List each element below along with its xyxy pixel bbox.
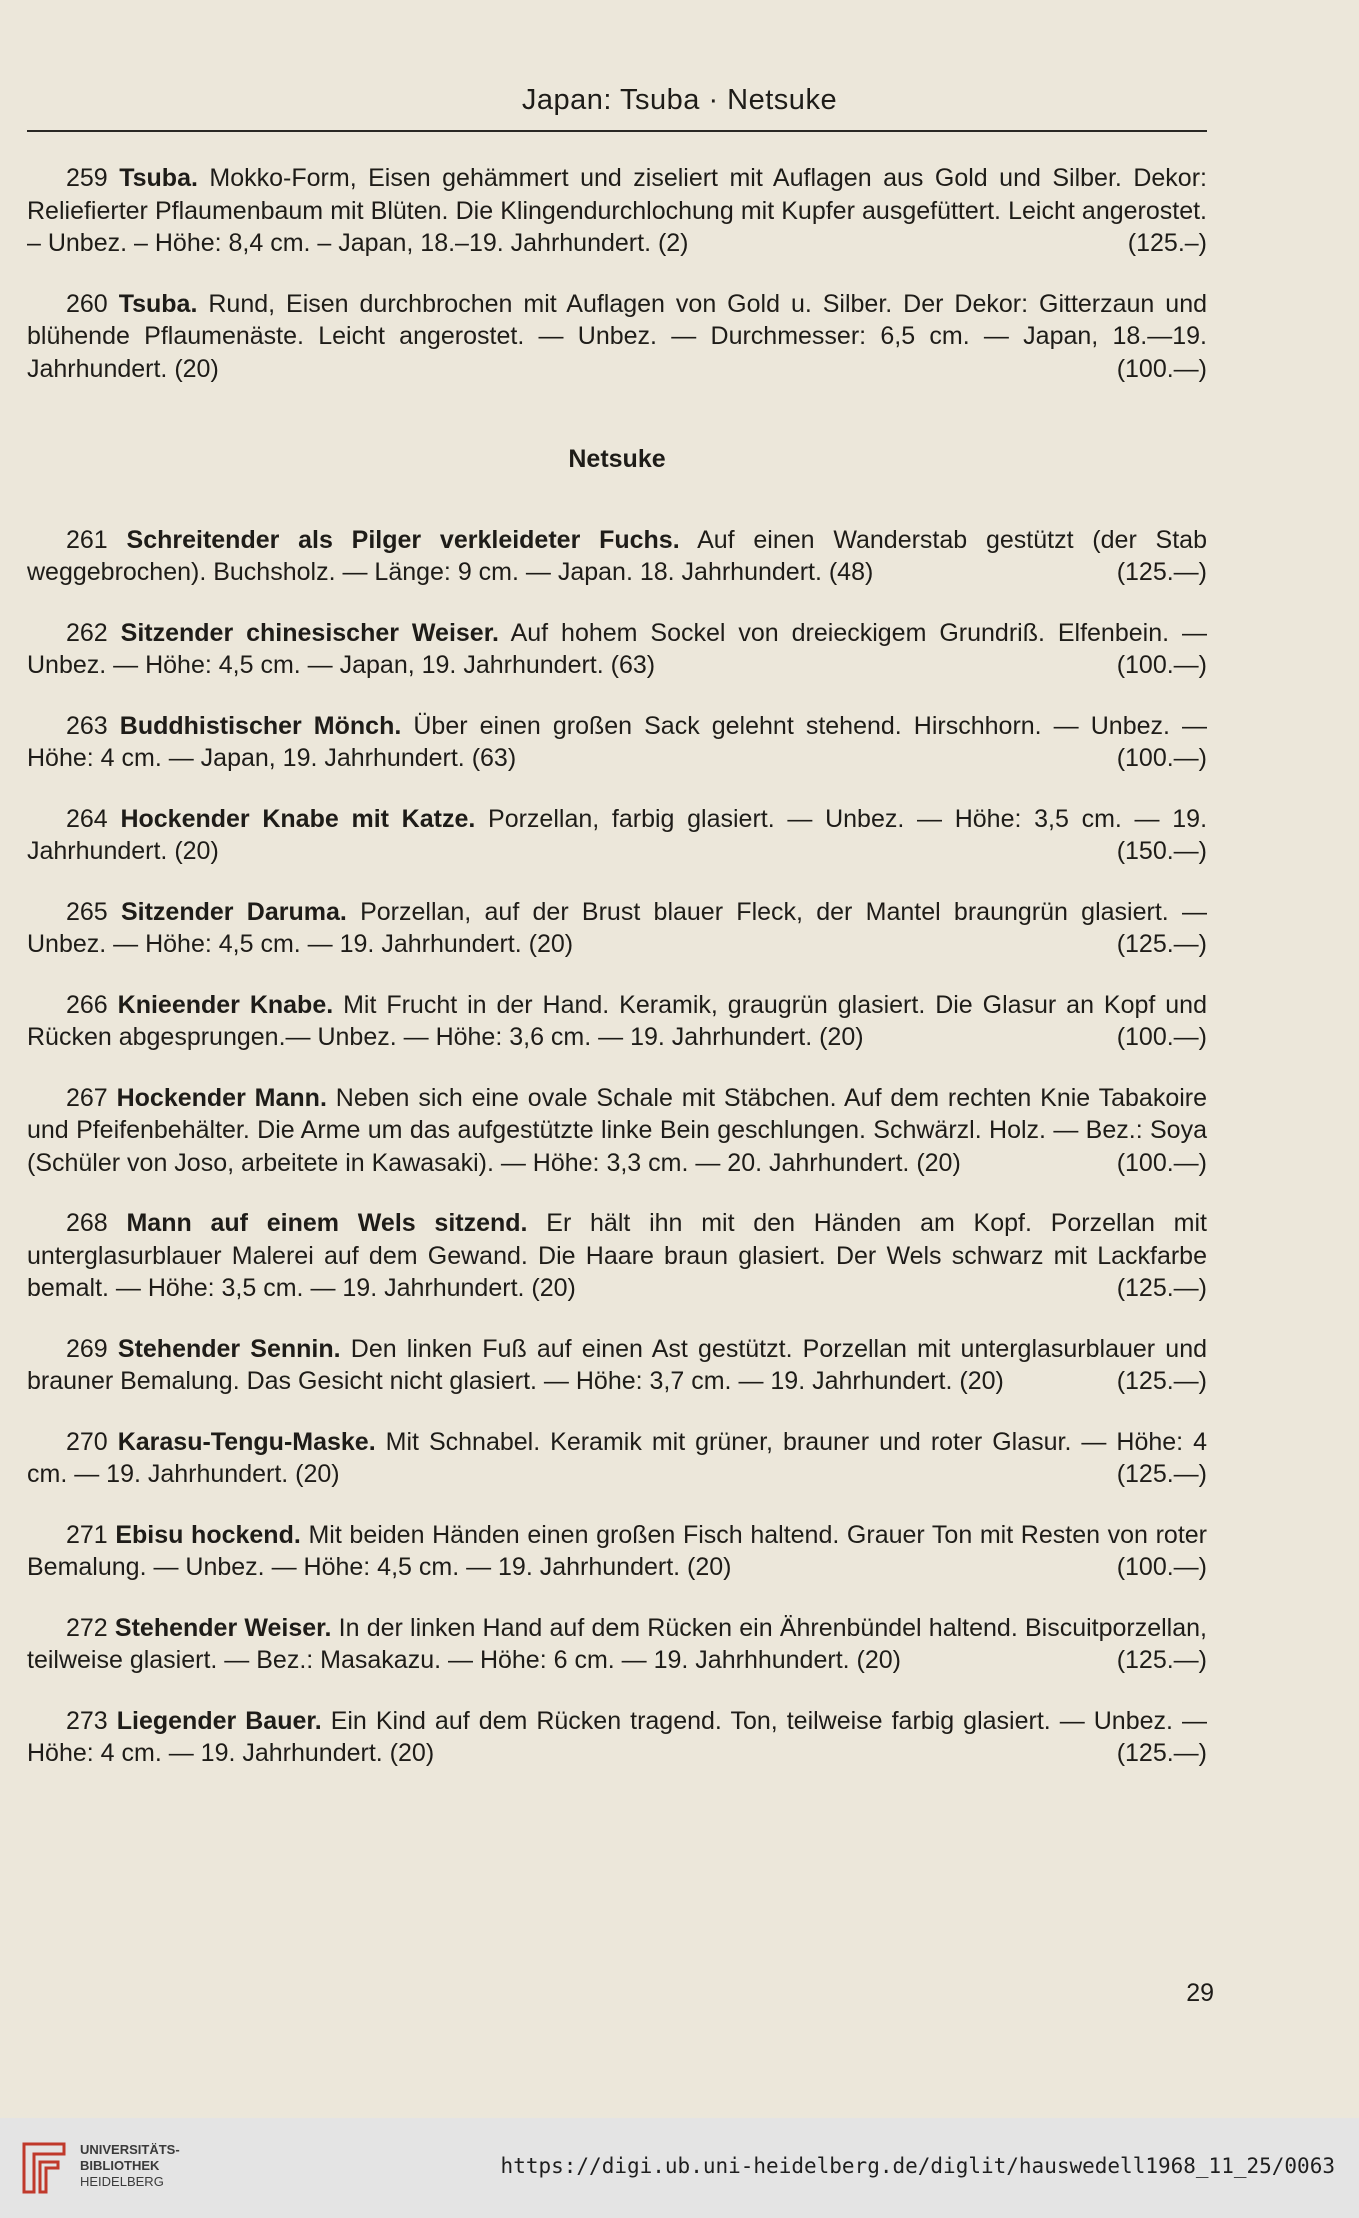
catalog-entry <box>27 1519 1207 1584</box>
catalog-entry <box>27 1333 1207 1398</box>
lot-title: Buddhistischer Mönch. <box>119 711 402 740</box>
header-rule <box>27 130 1207 132</box>
lot-price: (125.—) <box>1116 558 1207 586</box>
entry-text <box>27 1084 1207 1177</box>
catalog-entry <box>27 803 1207 868</box>
lot-price: (100.—) <box>1116 651 1207 679</box>
lot-price: (125.—) <box>1116 1646 1207 1674</box>
catalog-entry <box>27 1207 1207 1305</box>
entry-text <box>27 805 1207 866</box>
lot-title: Stehender Weiser. <box>114 1613 332 1642</box>
lot-price: (100.—) <box>1116 354 1207 383</box>
lot-number: 272 <box>66 1613 108 1642</box>
lot-description: Auf einen Wanderstab gestützt (der Stab weggebrochen). Buchsholz. — Länge: 9 cm. — Japan. 18. Jahrhundert. (48) <box>27 525 1207 586</box>
source-url[interactable]: https://digi.ub.uni-heidelberg.de/diglit/hauswedell1968_11_25/0063 <box>500 2154 1335 2178</box>
lot-number: 260 <box>66 289 108 318</box>
lot-title: Schreitender als Pilger verkleideter Fuchs. <box>126 525 680 554</box>
running-header: Japan: Tsuba · Netsuke <box>521 84 838 116</box>
lot-description: Er hält ihn mit den Händen am Kopf. Porzellan mit unterglasurblauer Malerei auf dem Gewand. Die Haare braun glasiert. Der Wels schwarz mit Lackfarbe bemalt. — Höhe: 3,5 cm. — 19. Jahrhundert. (20) <box>27 1209 1207 1302</box>
lot-description: Auf hohem Sockel von dreieckigem Grundriß. Elfenbein. — Unbez. — Höhe: 4,5 cm. — Japan, 19. Jahrhundert. (63) <box>27 618 1207 679</box>
lot-description: Rund, Eisen durchbrochen mit Auflagen von Gold u. Silber. Der Dekor: Gitterzaun und blühende Pflaumenäste. Leicht angerostet. — Unbez. — Durchmesser: 6,5 cm. — Japan, 18.—19. Jahrhundert. (20) <box>27 289 1208 383</box>
catalog-entry <box>27 524 1207 589</box>
lot-number: 273 <box>66 1706 108 1735</box>
lot-description: In der linken Hand auf dem Rücken ein Ährenbündel haltend. Biscuitporzellan, teilweise glasiert. — Bez.: Masakazu. — Höhe: 6 cm. — 19. Jahrhhundert. (20) <box>27 1613 1207 1674</box>
footer-bar <box>0 2118 1359 2218</box>
entry-text <box>27 1521 1207 1582</box>
lot-description: Über einen großen Sack gelehnt stehend. Hirschhorn. — Unbez. — Höhe: 4 cm. — Japan, 19. Jahrhundert. (63) <box>27 711 1208 772</box>
lot-title: Sitzender Daruma. <box>120 897 347 926</box>
lot-number: 261 <box>66 525 108 554</box>
lot-price: (125.—) <box>1116 1274 1207 1302</box>
catalog-entry <box>27 162 1207 260</box>
entry-text <box>27 526 1207 587</box>
entry-text <box>27 991 1207 1052</box>
lot-price: (150.—) <box>1116 837 1207 865</box>
entry-text <box>27 619 1207 680</box>
lot-number: 271 <box>66 1520 108 1549</box>
lot-title: Sitzender chinesischer Weiser. <box>120 618 500 647</box>
lot-number: 259 <box>66 164 108 192</box>
catalog-entry <box>27 1705 1207 1770</box>
catalog-entry <box>27 1612 1207 1677</box>
lot-number: 266 <box>66 990 108 1019</box>
library-line-1: UNIVERSITÄTS- <box>80 2142 180 2157</box>
lot-price: (100.—) <box>1116 1553 1207 1581</box>
catalog-content <box>27 162 1207 1798</box>
lot-number: 270 <box>66 1427 108 1456</box>
university-library-logo-icon <box>14 2136 74 2200</box>
lot-number: 262 <box>66 618 108 647</box>
lot-title: Mann auf einem Wels sitzend. <box>126 1209 528 1237</box>
netsuke-entries <box>27 524 1207 1770</box>
entry-text <box>27 164 1207 257</box>
entry-text <box>27 1209 1207 1302</box>
catalog-entry <box>27 1426 1207 1491</box>
lot-description: Porzellan, auf der Brust blauer Fleck, der Mantel braungrün glasiert. — Unbez. — Höhe: 4,5 cm. — 19. Jahrhundert. (20) <box>27 897 1207 958</box>
lot-description: Porzellan, farbig glasiert. — Unbez. — Höhe: 3,5 cm. — 19. Jahrhundert. (20) <box>27 804 1208 865</box>
lot-number: 263 <box>66 711 108 740</box>
library-line-2: BIBLIOTHEK <box>80 2158 160 2173</box>
lot-description: Mit Frucht in der Hand. Keramik, graugrün glasiert. Die Glasur an Kopf und Rücken abgesprungen.— Unbez. — Höhe: 3,6 cm. — 19. Jahrhundert. (20) <box>27 990 1207 1051</box>
catalog-entry <box>27 989 1207 1054</box>
lot-number: 265 <box>66 897 108 926</box>
lot-description: Den linken Fuß auf einen Ast gestützt. Porzellan mit unterglasurblauer und brauner Bemalung. Das Gesicht nicht glasiert. — Höhe: 3,7 cm. — 19. Jahrhundert. (20) <box>27 1334 1208 1395</box>
entry-text <box>27 1707 1207 1768</box>
catalog-entry <box>27 896 1207 961</box>
lot-number: 264 <box>66 804 108 833</box>
section-title: Netsuke <box>568 445 666 473</box>
lot-price: (125.—) <box>1116 1367 1207 1395</box>
library-line-3: HEIDELBERG <box>80 2174 164 2189</box>
lot-price: (125.—) <box>1116 1460 1207 1488</box>
lot-title: Hockender Mann. <box>116 1083 327 1112</box>
lot-description: Mit Schnabel. Keramik mit grüner, brauner und roter Glasur. — Höhe: 4 cm. — 19. Jahrhundert. (20) <box>27 1427 1207 1488</box>
lot-price: (100.—) <box>1116 744 1207 772</box>
lot-title: Liegender Bauer. <box>116 1706 322 1735</box>
lot-title: Knieender Knabe. <box>117 990 334 1019</box>
entry-text <box>27 1614 1207 1675</box>
lot-price: (125.–) <box>1127 229 1207 257</box>
lot-number: 267 <box>66 1083 108 1112</box>
catalog-entry <box>27 710 1207 775</box>
lot-price: (125.—) <box>1116 1739 1207 1767</box>
entry-text <box>27 290 1207 383</box>
lot-description: Mit beiden Händen einen großen Fisch haltend. Grauer Ton mit Resten von roter Bemalung. — Unbez. — Höhe: 4,5 cm. — 19. Jahrhundert. (20) <box>27 1520 1207 1581</box>
catalog-entry <box>27 1082 1207 1180</box>
lot-title: Ebisu hockend. <box>115 1520 301 1549</box>
lot-price: (100.—) <box>1116 1148 1207 1177</box>
page-number: 29 <box>1186 1979 1214 2007</box>
lot-description: Neben sich eine ovale Schale mit Stäbchen. Auf dem rechten Knie Tabakoire und Pfeifenbehälter. Die Arme um das aufgestützte linke Bein geschlungen. Schwärzl. Holz. — Bez.: Soya (Schüler von Joso, arbeitete in Kawasaki). — Höhe: 3,3 cm. — 20. Jahrhundert. (20) <box>27 1083 1208 1177</box>
catalog-entry <box>27 617 1207 682</box>
tsuba-entries <box>27 162 1207 385</box>
lot-title: Stehender Sennin. <box>117 1334 341 1363</box>
entry-text <box>27 1428 1207 1489</box>
lot-description: Ein Kind auf dem Rücken tragend. Ton, teilweise farbig glasiert. — Unbez. — Höhe: 4 cm. — 19. Jahrhundert. (20) <box>27 1706 1207 1767</box>
entry-text <box>27 712 1207 773</box>
library-name <box>80 2142 180 2190</box>
entry-text <box>27 898 1207 959</box>
catalog-entry <box>27 288 1207 386</box>
lot-title: Hockender Knabe mit Katze. <box>120 804 476 833</box>
lot-title: Tsuba. <box>118 289 198 318</box>
lot-title: Karasu-Tengu-Maske. <box>117 1427 376 1456</box>
lot-description: Mokko-Form, Eisen gehämmert und ziseliert mit Auflagen aus Gold und Silber. Dekor: Reliefierter Pflaumenbaum mit Blüten. Die Klingendurchlochung mit Kupfer ausgefüttert. Leicht angerostet. – Unbez. – Höhe: 8,4 cm. – Japan, 18.–19. Jahrhundert. (2) <box>27 164 1207 257</box>
lot-price: (100.—) <box>1116 1023 1207 1051</box>
lot-number: 268 <box>66 1209 108 1237</box>
entry-text <box>27 1335 1207 1396</box>
lot-price: (125.—) <box>1116 930 1207 958</box>
lot-number: 269 <box>66 1334 108 1363</box>
lot-title: Tsuba. <box>119 164 198 192</box>
